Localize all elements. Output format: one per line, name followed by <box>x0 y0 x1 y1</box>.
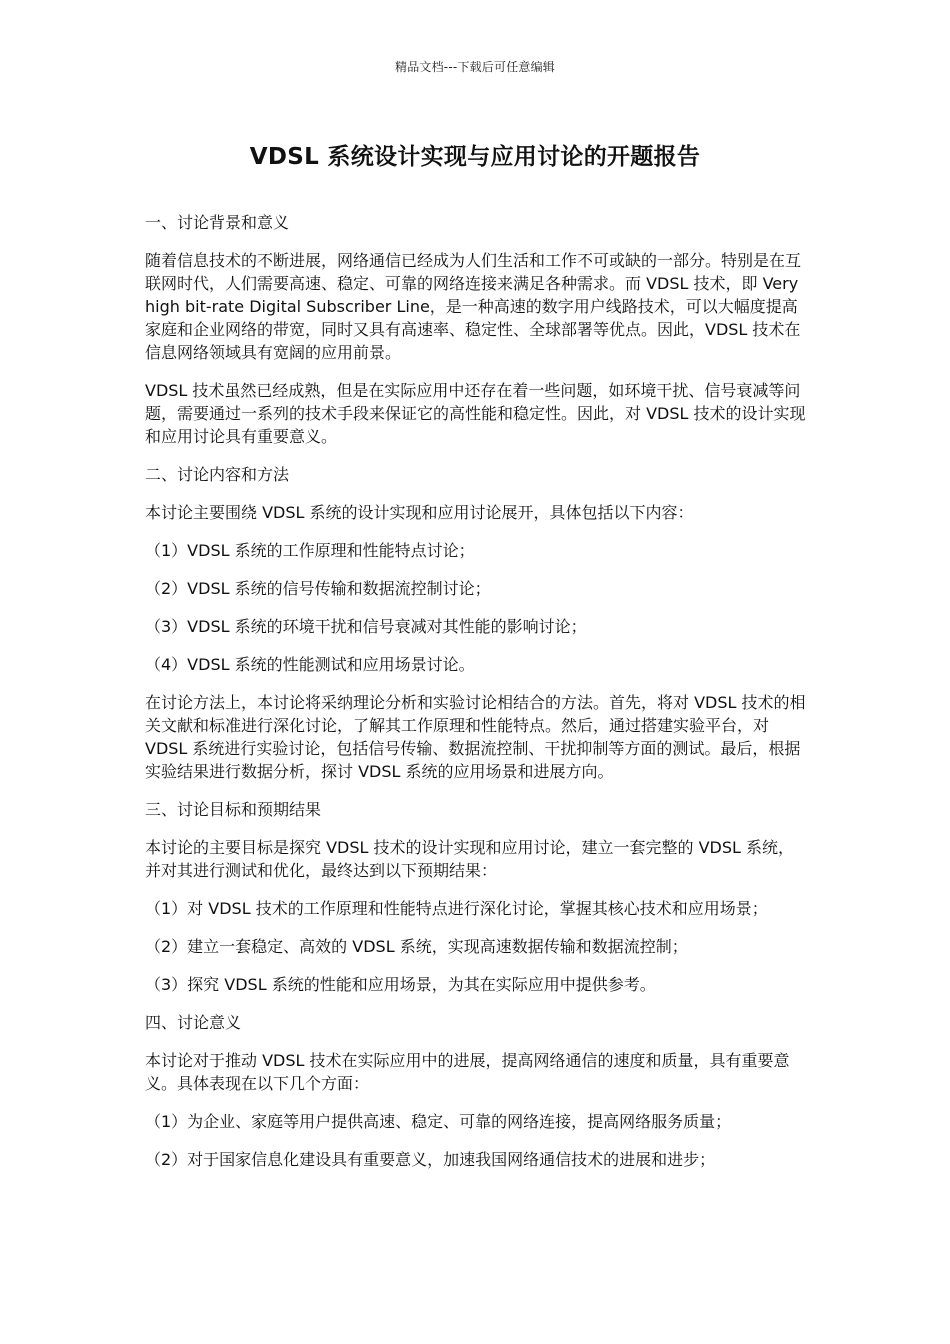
paragraph-goals-intro: 本讨论的主要目标是探究 VDSL 技术的设计实现和应用讨论，建立一套完整的 VDSL 系统，并对其进行测试和优化，最终达到以下预期结果： <box>145 838 795 880</box>
list-item: （2）建立一套稳定、高效的 VDSL 系统，实现高速数据传输和数据流控制； <box>145 937 688 956</box>
section-heading-content-method: 二、讨论内容和方法 <box>145 465 290 484</box>
list-item: （2）VDSL 系统的信号传输和数据流控制讨论； <box>145 579 491 598</box>
list-item: （1）对 VDSL 技术的工作原理和性能特点进行深化讨论，掌握其核心技术和应用场景； <box>145 899 768 918</box>
section-heading-goals: 三、讨论目标和预期结果 <box>145 800 322 819</box>
paragraph-content-intro: 本讨论主要围绕 VDSL 系统的设计实现和应用讨论展开，具体包括以下内容： <box>145 503 694 522</box>
document-title: VDSL 系统设计实现与应用讨论的开题报告 <box>249 144 701 170</box>
document-body <box>145 211 807 1186</box>
section-heading-background: 一、讨论背景和意义 <box>145 213 290 232</box>
paragraph-significance-intro: 本讨论对于推动 VDSL 技术在实际应用中的进展，提高网络通信的速度和质量，具有重要意义。具体表现在以下几个方面： <box>145 1051 790 1093</box>
list-item: （2）对于国家信息化建设具有重要意义，加速我国网络通信技术的进展和进步； <box>145 1150 716 1169</box>
list-item: （4）VDSL 系统的性能测试和应用场景讨论。 <box>145 655 475 674</box>
list-item: （1）为企业、家庭等用户提供高速、稳定、可靠的网络连接，提高网络服务质量； <box>145 1112 732 1131</box>
paragraph-method: 在讨论方法上，本讨论将采纳理论分析和实验讨论相结合的方法。首先，将对 VDSL 技术的相关文献和标准进行深化讨论，了解其工作原理和性能特点。然后，通过搭建实验平台，对 VDSL 系统进行实验讨论，包括信号传输、数据流控制、干扰抑制等方面的测试。最后，根据实验结果进行数据分析，探讨 VDSL 系统的应用场景和进展方向。 <box>145 693 806 781</box>
paragraph-background-2: VDSL 技术虽然已经成熟，但是在实际应用中还存在着一些问题，如环境干扰、信号衰减等问题，需要通过一系列的技术手段来保证它的高性能和稳定性。因此，对 VDSL 技术的设计实现和应用讨论具有重要意义。 <box>145 381 806 446</box>
list-item: （3）探究 VDSL 系统的性能和应用场景，为其在实际应用中提供参考。 <box>145 975 656 994</box>
paragraph-background-1: 随着信息技术的不断进展，网络通信已经成为人们生活和工作不可或缺的一部分。特别是在互联网时代，人们需要高速、稳定、可靠的网络连接来满足各种需求。而 VDSL 技术，即 Very high bit-rate Digital Subscriber Line，是一种高速的数字用户线路技术，可以大幅度提高家庭和企业网络的带宽，同时又具有高速率、稳定性、全球部署等优点。因此，VDSL 技术在信息网络领域具有宽阔的应用前景。 <box>145 251 802 362</box>
header-note: 精品文档---下载后可任意编辑 <box>395 60 555 74</box>
list-item: （1）VDSL 系统的工作原理和性能特点讨论； <box>145 541 475 560</box>
list-item: （3）VDSL 系统的环境干扰和信号衰减对其性能的影响讨论； <box>145 617 587 636</box>
section-heading-significance: 四、讨论意义 <box>145 1013 242 1032</box>
